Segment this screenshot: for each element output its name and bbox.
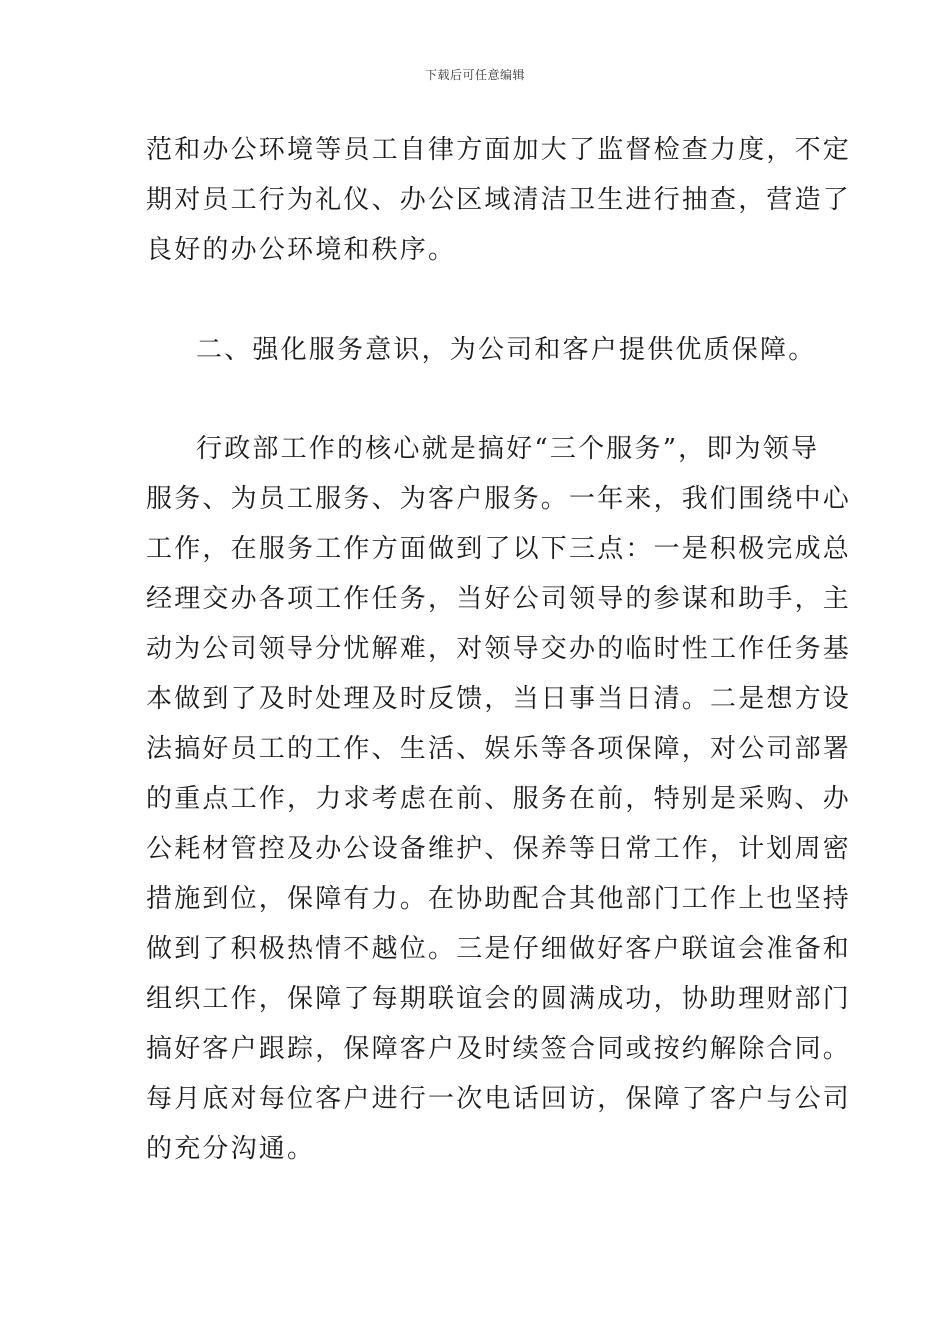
text-line: 动为公司领导分忧解难，对领导交办的临时性工作任务基 <box>146 634 852 664</box>
text-line: 经理交办各项工作任务，当好公司领导的参谋和助手，主 <box>146 584 852 614</box>
text-line: 行政部工作的核心就是搞好“三个服务”，即为领导 <box>196 434 820 464</box>
text-line: 的重点工作，力求考虑在前、服务在前，特别是采购、办 <box>146 784 852 814</box>
text-line: 良好的办公环境和秩序。 <box>146 235 457 265</box>
text-line: 本做到了及时处理及时反馈，当日事当日清。二是想方设 <box>146 684 852 714</box>
text-line: 服务、为员工服务、为客户服务。一年来，我们围绕中心 <box>146 484 852 514</box>
text-line: 公耗材管控及办公设备维护、保养等日常工作，计划周密 <box>146 834 852 864</box>
text-line: 工作，在服务工作方面做到了以下三点：一是积极完成总 <box>146 534 852 564</box>
text-line: 的充分沟通。 <box>146 1134 316 1164</box>
text-line: 期对员工行为礼仪、办公区域清洁卫生进行抽查，营造了 <box>146 185 852 215</box>
text-line: 法搞好员工的工作、生活、娱乐等各项保障，对公司部署 <box>146 734 852 764</box>
text-line: 范和办公环境等员工自律方面加大了监督检查力度，不定 <box>146 135 852 165</box>
text-line: 组织工作，保障了每期联谊会的圆满成功，协助理财部门 <box>146 984 852 1014</box>
text-line: 每月底对每位客户进行一次电话回访，保障了客户与公司 <box>146 1084 852 1114</box>
section-heading: 二、强化服务意识，为公司和客户提供优质保障。 <box>196 335 817 365</box>
page-header-note: 下载后可任意编辑 <box>424 68 525 82</box>
text-line: 做到了积极热情不越位。三是仔细做好客户联谊会准备和 <box>146 934 852 964</box>
text-line: 措施到位，保障有力。在协助配合其他部门工作上也坚持 <box>146 884 852 914</box>
text-line: 搞好客户跟踪，保障客户及时续签合同或按约解除合同。 <box>146 1034 852 1064</box>
